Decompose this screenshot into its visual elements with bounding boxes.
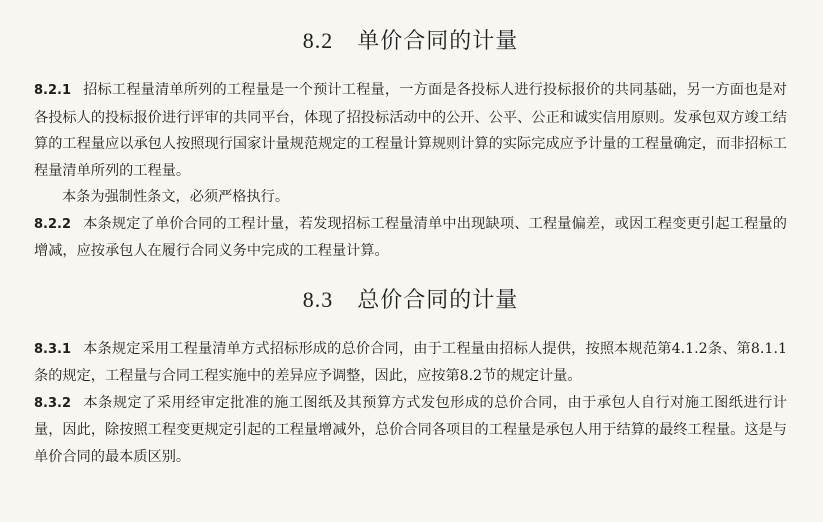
section-number: 8.3: [302, 286, 334, 312]
clause-text: 本条规定了采用经审定批准的施工图纸及其预算方式发包形成的总价合同，由于承包人自行对施工图纸进行计量，因此，除按照工程变更规定引起的工程量增减外，总价合同各项目的工程量是承包人用于结算的最终工程量。这是与单价合同的最本质区别。: [34, 394, 787, 465]
clause-number: 8.3.1: [34, 341, 72, 357]
clause-text: 本条规定采用工程量清单方式招标形成的总价合同，由于工程量由招标人提供，按照本规范第4.1.2条、第8.1.1条的规定，工程量与合同工程实施中的差异应予调整，因此，应按第8.2节的规定计量。: [34, 340, 787, 384]
section-title-text: 总价合同的计量: [357, 287, 519, 313]
clause-number: 8.3.2: [34, 395, 72, 411]
clause-8-3-1: [34, 336, 787, 390]
section-number: 8.2: [302, 28, 334, 53]
clause-number: 8.2.1: [34, 83, 72, 98]
clause-text: 招标工程量清单所列的工程量是一个预计工程量，一方面是各投标人进行投标报价的共同基础，另一方面也是对各投标人的投标报价进行评审的共同平台，体现了招投标活动中的公开、公平、公正和诚实信用原则。发承包双方竣工结算的工程量应以承包人按照现行国家计量规范规定的工程量计算规则计算的实际完成应予计量的工程量确定，而非招标工程量清单所列的工程量。: [34, 82, 787, 179]
clause-8-3-2: [34, 390, 787, 471]
section-title-8-3: [34, 285, 787, 316]
clause-8-2-2: [34, 211, 787, 265]
clause-text: 本条规定了单价合同的工程计量，若发现招标工程量清单中出现缺项、工程量偏差，或因工程变更引起工程量的增减，应按承包人在履行合同义务中完成的工程量计算。: [34, 215, 787, 259]
section-title-8-2: [34, 0, 787, 57]
section-title-text: 单价合同的计量: [357, 29, 519, 54]
clause-8-2-1-note: 本条为强制性条文，必须严格执行。: [62, 189, 290, 205]
clause-8-2-1: [34, 77, 787, 184]
clause-number: 8.2.2: [34, 216, 72, 232]
